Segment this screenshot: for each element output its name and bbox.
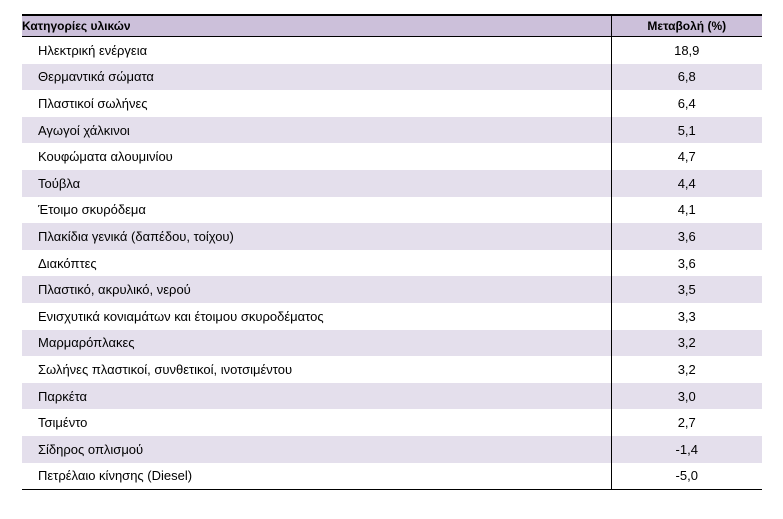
category-cell: Ενισχυτικά κονιαμάτων και έτοιμου σκυροδέματος: [38, 308, 324, 324]
header-row: [22, 15, 762, 37]
category-cell: Έτοιμο σκυρόδεμα: [38, 202, 146, 218]
change-value-cell: 3,5: [611, 276, 762, 303]
table-row: [22, 463, 762, 490]
category-cell: Ηλεκτρική ενέργεια: [38, 42, 148, 58]
change-value-cell: -1,4: [611, 436, 762, 463]
category-cell: Κουφώματα αλουμινίου: [38, 149, 173, 165]
table-row: [22, 197, 762, 224]
category-cell: Παρκέτα: [38, 388, 88, 404]
change-value-cell: 3,6: [611, 250, 762, 277]
change-value-cell: 3,3: [611, 303, 762, 330]
table-row: [22, 409, 762, 436]
table-row: [22, 37, 762, 64]
table-row: [22, 276, 762, 303]
category-cell: Τούβλα: [38, 175, 81, 191]
category-cell: Τσιμέντο: [38, 415, 88, 431]
table-row: [22, 117, 762, 144]
table-header: [22, 15, 762, 37]
change-value-cell: -5,0: [611, 463, 762, 490]
change-value-cell: 5,1: [611, 117, 762, 144]
table-row: [22, 64, 762, 91]
table-row: [22, 143, 762, 170]
table-row: [22, 223, 762, 250]
change-value-cell: 18,9: [611, 37, 762, 64]
category-cell: Πλαστικό, ακρυλικό, νερού: [38, 282, 191, 298]
table-row: [22, 90, 762, 117]
change-value-cell: 3,6: [611, 223, 762, 250]
material-change-table: [22, 14, 762, 490]
category-cell: Μαρμαρόπλακες: [38, 335, 135, 351]
change-value-cell: 6,4: [611, 90, 762, 117]
category-cell: Θερμαντικά σώματα: [38, 69, 154, 85]
table-row: [22, 303, 762, 330]
table-row: [22, 436, 762, 463]
category-cell: Πλακίδια γενικά (δαπέδου, τοίχου): [38, 228, 234, 244]
change-value-cell: 4,4: [611, 170, 762, 197]
change-value-cell: 6,8: [611, 64, 762, 91]
table-row: [22, 250, 762, 277]
category-cell: Αγωγοί χάλκινοι: [38, 122, 130, 138]
table-body: [22, 37, 762, 490]
table-row: [22, 170, 762, 197]
change-value-cell: 4,1: [611, 197, 762, 224]
change-value-cell: 3,2: [611, 330, 762, 357]
table-row: [22, 330, 762, 357]
change-value-cell: 3,0: [611, 383, 762, 410]
change-value-cell: 2,7: [611, 409, 762, 436]
category-cell: Πλαστικοί σωλήνες: [38, 95, 148, 111]
column-header-change: Μεταβολή (%): [611, 15, 762, 37]
material-change-table-container: [22, 14, 762, 490]
table-row: [22, 356, 762, 383]
category-cell: Σίδηρος οπλισμού: [38, 441, 144, 457]
category-cell: Σωλήνες πλαστικοί, συνθετικοί, ινοτσιμέντου: [38, 361, 293, 377]
change-value-cell: 4,7: [611, 143, 762, 170]
column-header-category: Κατηγορίες υλικών: [22, 15, 611, 37]
category-cell: Διακόπτες: [38, 255, 97, 271]
table-row: [22, 383, 762, 410]
change-value-cell: 3,2: [611, 356, 762, 383]
category-cell: Πετρέλαιο κίνησης (Diesel): [22, 463, 611, 490]
